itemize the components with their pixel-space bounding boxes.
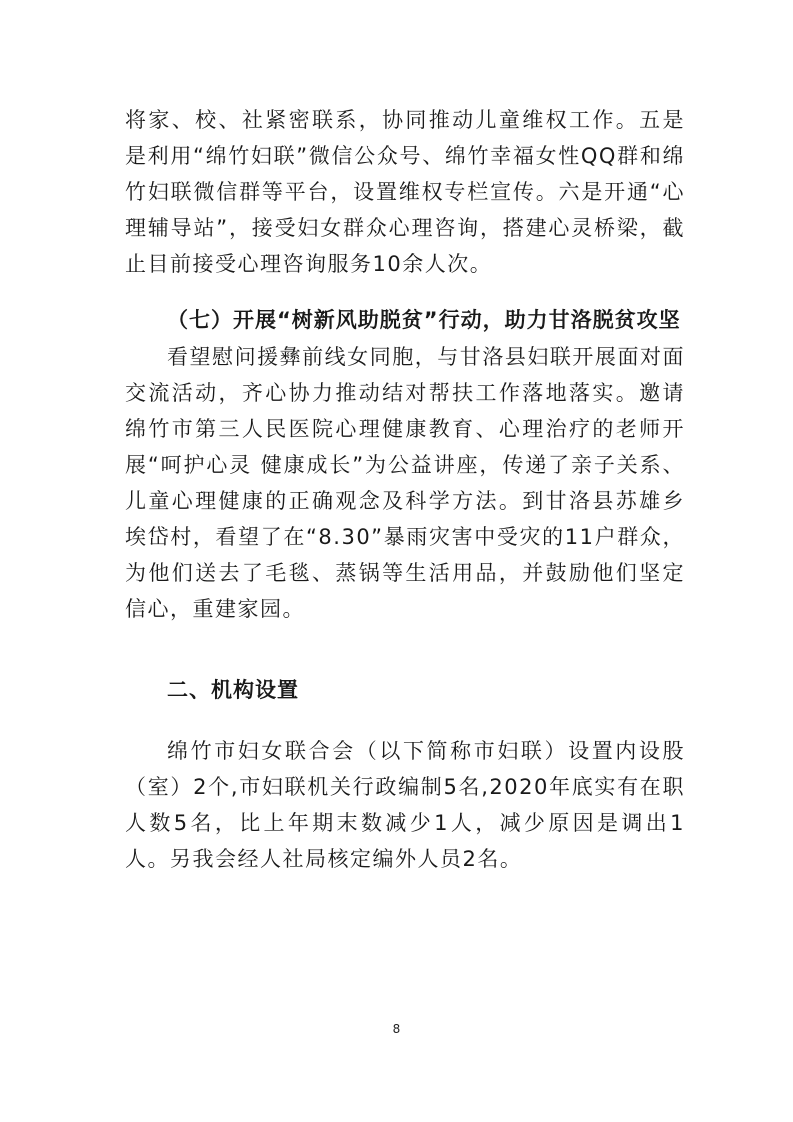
subheading-poverty-alleviation: （七）开展“树新风助脱贫”行动，助力甘洛脱贫攻坚 (167, 308, 681, 332)
body-paragraph-rights-work: 将家、校、社紧密联系，协同推动儿童维权工作。五是是利用“绵竹妇联”微信公众号、绵竹幸福女性QQ群和绵竹妇联微信群等平台，设置维权专栏宣传。六是开通“心理辅导站”，接受妇女群众心理咨询，搭建心灵桥梁，截止目前接受心理咨询服务10余人次。 (125, 108, 685, 276)
body-paragraph-ganluo-visit: 看望慰问援彝前线女同胞，与甘洛县妇联开展面对面交流活动，齐心协力推动结对帮扶工作落地落实。邀请绵竹市第三人民医院心理健康教育、心理治疗的老师开展“呵护心灵 健康成长”为公益讲座，传递了亲子关系、儿童心理健康的正确观念及科学方法。到甘洛县苏雄乡埃岱村，看望了在“8.30”暴雨灾害中受灾的11户群众，为他们送去了毛毯、蒸锅等生活用品，并鼓励他们坚定信心，重建家园。 (125, 345, 685, 621)
page-number: 8 (392, 1022, 401, 1036)
section-heading-organization: 二、机构设置 (167, 678, 299, 702)
body-paragraph-staffing: 绵竹市妇女联合会（以下简称市妇联）设置内设股（室）2个,市妇联机关行政编制5名,2020年底实有在职人数5名，比上年期末数减少1人，减少原因是调出1人。另我会经人社局核定编外人员2名。 (125, 739, 685, 871)
